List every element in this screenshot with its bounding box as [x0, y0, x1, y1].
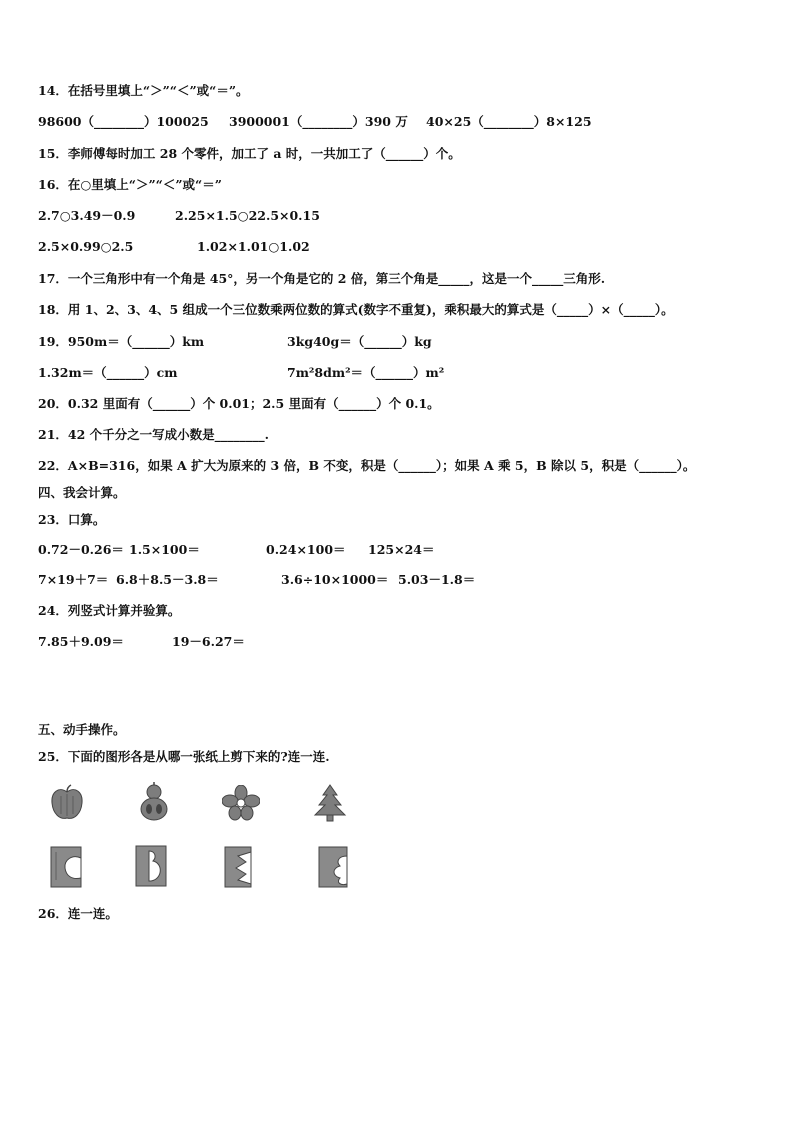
q14-heading: 14．在括号里填上“＞”“＜”或“＝”。: [38, 83, 249, 98]
paper-flower-cutout-image: [224, 846, 252, 888]
q16-item-4: 1.02×1.01○1.02: [197, 239, 310, 254]
q18-text: 18．用 1、2、3、4、5 组成一个三位数乘两位数的算式(数字不重复)，乘积最大的算式是（_____）×（_____）。: [38, 302, 674, 317]
q23-calc-3: 0.24×100＝: [266, 542, 346, 557]
apple-shape-image: [49, 784, 85, 822]
q20-text: 20．0.32 里面有（______）个 0.01；2.5 里面有（______）个 0.1。: [38, 396, 440, 411]
q23-calc-8: 5.03－1.8＝: [398, 572, 476, 587]
section-5-heading: 五、动手操作。: [38, 722, 126, 737]
q23-heading: 23．口算。: [38, 512, 106, 527]
q25-heading: 25．下面的图形各是从哪一张纸上剪下来的?连一连.: [38, 749, 330, 764]
q19-item-1: 19．950m＝（______）km: [38, 334, 205, 349]
q24-calc-1: 7.85＋9.09＝: [38, 634, 124, 649]
q15-text: 15．李师傅每时加工 28 个零件，加工了 a 时，一共加工了（______）个。: [38, 146, 461, 161]
q23-calc-2: 1.5×100＝: [129, 542, 200, 557]
q23-calc-7: 3.6÷10×1000＝: [281, 572, 389, 587]
q21-text: 21．42 个千分之一写成小数是________.: [38, 427, 269, 442]
q23-calc-1: 0.72－0.26＝: [38, 542, 124, 557]
q16-item-2: 2.25×1.5○22.5×0.15: [175, 208, 320, 223]
q16-heading: 16．在○里填上“＞”“＜”或“＝”: [38, 177, 222, 192]
q14-compare-2: 3900001（________）390 万: [229, 114, 408, 129]
q24-heading: 24．列竖式计算并验算。: [38, 603, 181, 618]
q23-calc-5: 7×19＋7＝: [38, 572, 109, 587]
paper-gourd-cutout-image: [135, 845, 167, 887]
q23-calc-4: 125×24＝: [368, 542, 435, 557]
q17-text: 17．一个三角形中有一个角是 45°，另一个角是它的 2 倍，第三个角是_____，这是一个_____三角形.: [38, 271, 606, 286]
paper-tree-cutout-image: [318, 846, 348, 888]
q14-compare-1: 98600（________）100025: [38, 114, 209, 129]
flower-shape-image: [222, 785, 260, 821]
q16-item-1: 2.7○3.49－0.9: [38, 208, 136, 223]
q14-compare-3: 40×25（________）8×125: [426, 114, 592, 129]
q19-item-3: 1.32m＝（______）cm: [38, 365, 178, 380]
q19-item-4: 7m²8dm²＝（______）m²: [287, 365, 445, 380]
q23-calc-6: 6.8＋8.5－3.8＝: [116, 572, 219, 587]
q24-calc-2: 19－6.27＝: [172, 634, 245, 649]
q19-item-2: 3kg40g＝（______）kg: [287, 334, 432, 349]
paper-apple-cutout-image: [50, 846, 82, 888]
q16-item-3: 2.5×0.99○2.5: [38, 239, 134, 254]
section-4-heading: 四、我会计算。: [38, 485, 126, 500]
gourd-shape-image: [138, 781, 170, 823]
tree-shape-image: [313, 783, 347, 823]
q26-heading: 26．连一连。: [38, 906, 118, 921]
q22-text: 22．A×B=316，如果 A 扩大为原来的 3 倍，B 不变，积是（______）；如果 A 乘 5，B 除以 5，积是（______）。: [38, 458, 696, 473]
